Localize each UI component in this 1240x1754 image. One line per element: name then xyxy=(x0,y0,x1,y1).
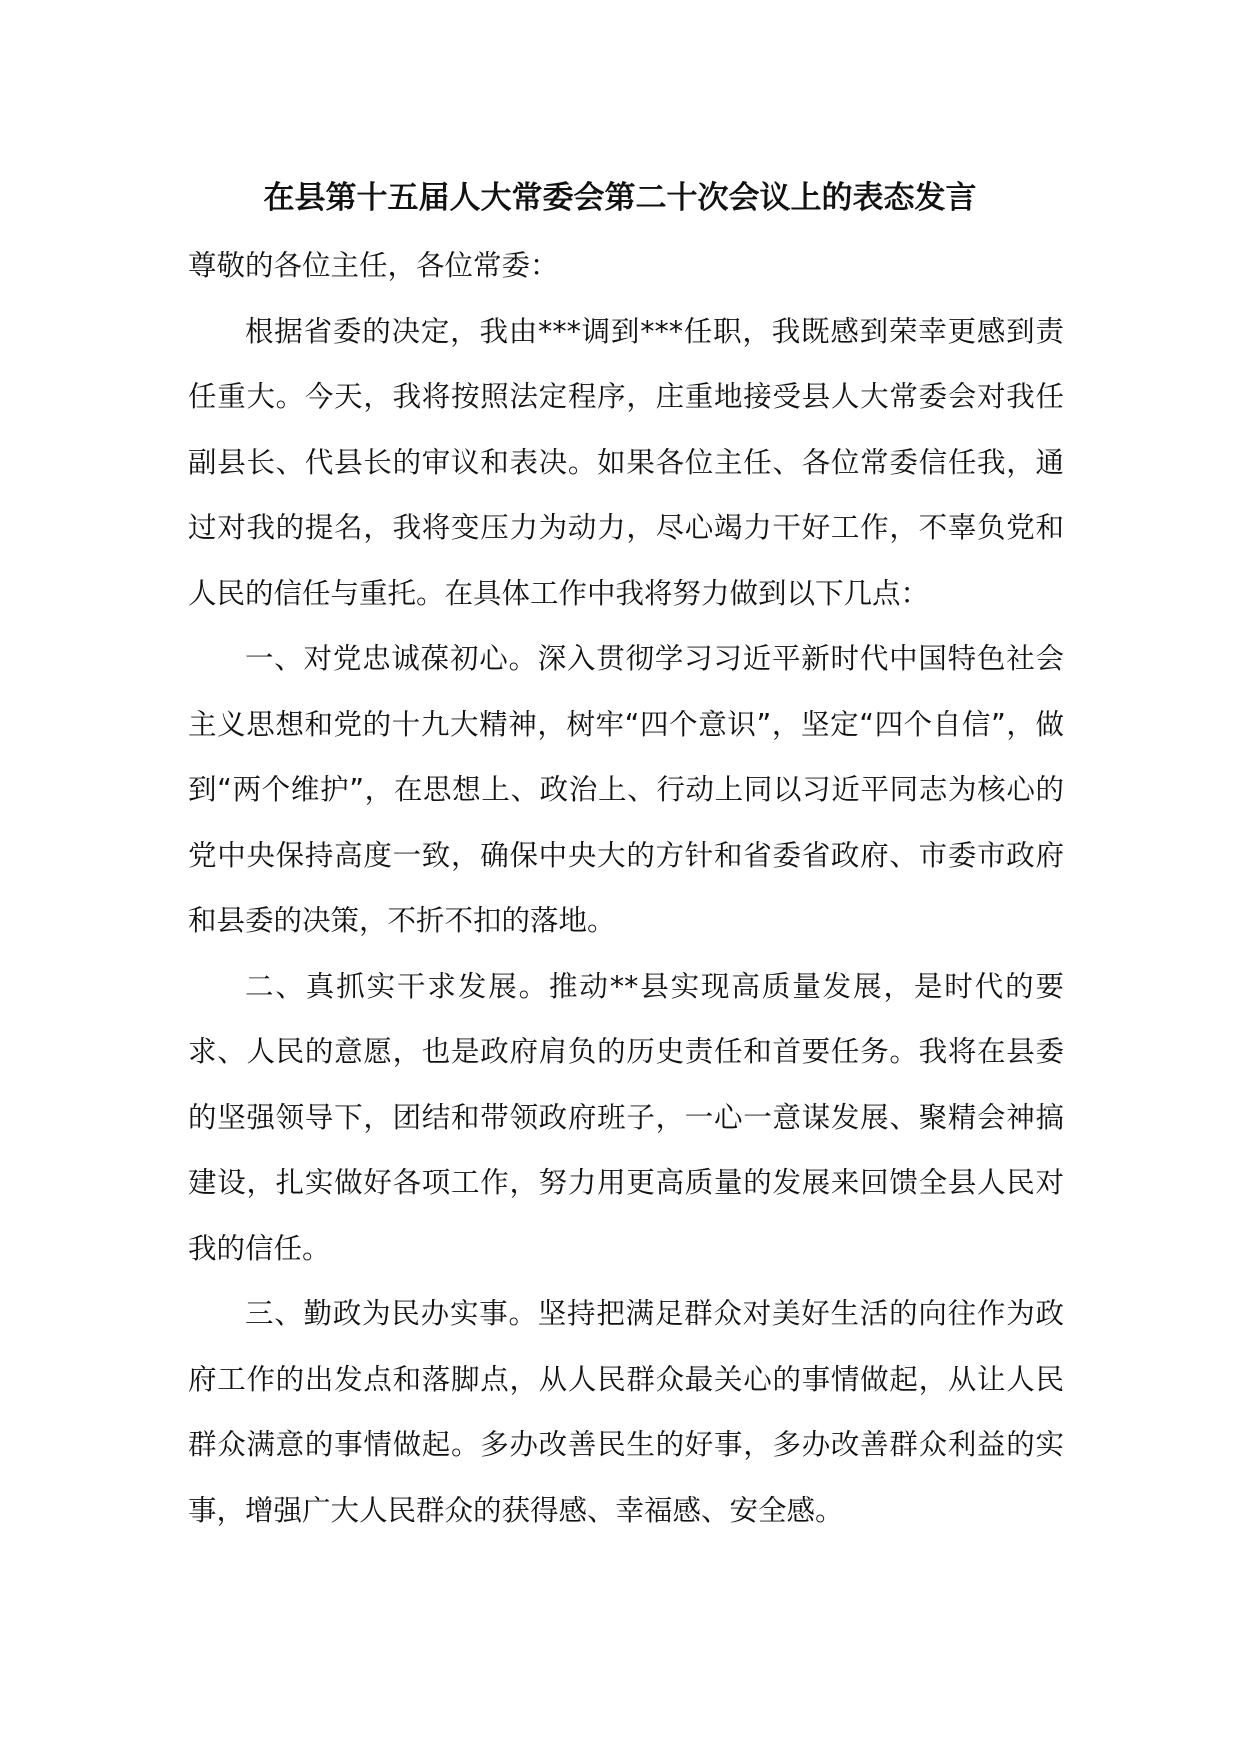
paragraph-point-one: 一、对党忠诚葆初心。深入贯彻学习习近平新时代中国特色社会主义思想和党的十九大精神，树牢“四个意识”，坚定“四个自信”，做到“两个维护”，在思想上、政治上、行动上同以习近平同志为核心的党中央保持高度一致，确保中央大的方针和省委省政府、市委市政府和县委的决策，不折不扣的落地。 xyxy=(188,642,1064,937)
paragraph-intro: 根据省委的决定，我由***调到***任职，我既感到荣幸更感到责任重大。今天，我将按照法定程序，庄重地接受县人大常委会对我任副县长、代县长的审议和表决。如果各位主任、各位常委信任我，通过对我的提名，我将变压力为动力，尽心竭力干好工作，不辜负党和人民的信任与重托。在具体工作中我将努力做到以下几点： xyxy=(188,314,1064,610)
paragraph-point-two: 二、真抓实干求发展。推动**县实现高质量发展，是时代的要求、人民的意愿，也是政府肩负的历史责任和首要任务。我将在县委的坚强领导下，团结和带领政府班子，一心一意谋发展、聚精会神搞建设，扎实做好各项工作，努力用更高质量的发展来回馈全县人民对我的信任。 xyxy=(188,969,1064,1265)
salutation: 尊敬的各位主任，各位常委： xyxy=(188,249,559,282)
document-title: 在县第十五届人大常委会第二十次会议上的表态发言 xyxy=(263,180,977,216)
document-body xyxy=(188,233,1064,1543)
paragraph-point-three: 三、勤政为民办实事。坚持把满足群众对美好生活的向往作为政府工作的出发点和落脚点，从人民群众最关心的事情做起，从让人民群众满意的事情做起。多办改善民生的好事，多办改善群众利益的实事，增强广大人民群众的获得感、幸福感、安全感。 xyxy=(188,1297,1064,1527)
